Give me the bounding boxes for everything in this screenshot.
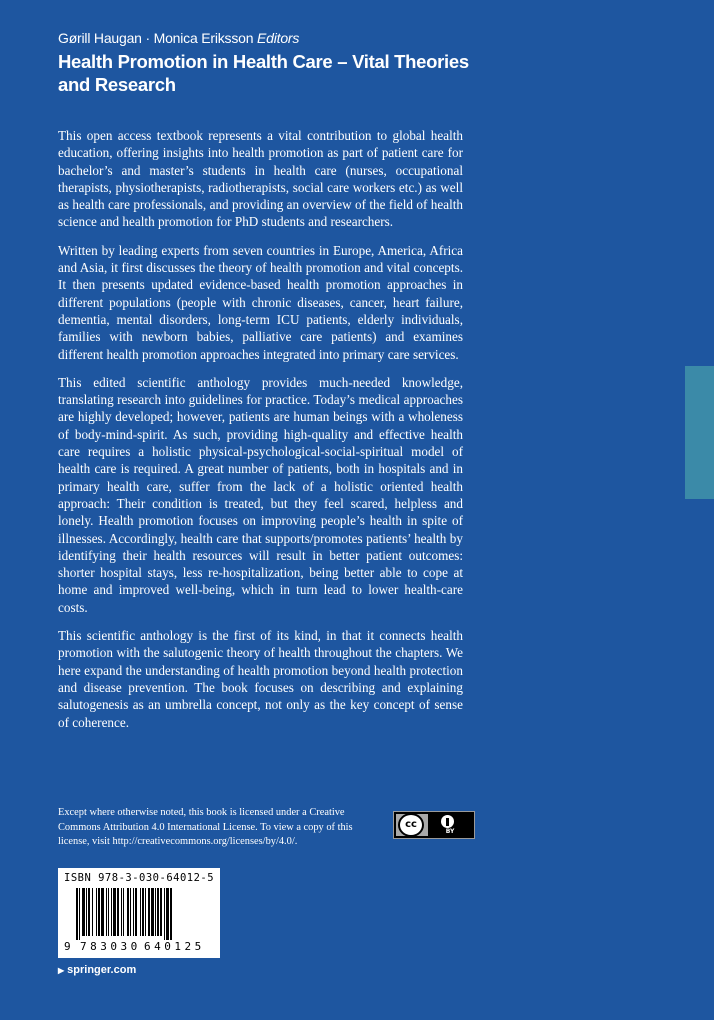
blurb [58, 127, 463, 742]
barcode-right-group: 640125 [144, 940, 205, 953]
blurb-paragraph-2: Written by leading experts from seven countries in Europe, America, Africa and Asia, it first discusses the theory of health promotion and vital concepts. It then presents updated evidence-based health promotion approaches in different populations (people with chronic diseases, cancer, heart failure, dementia, mental disorders, long-term ICU patients, elderly individuals, families with newborn babies, palliative care patients) and examines different health promotion approaches integrated into primary care services. [58, 242, 463, 362]
color-tab [685, 366, 714, 499]
barcode-bar [82, 888, 85, 936]
barcode-left-group: 783030 [80, 940, 141, 953]
barcode-bar [106, 888, 107, 936]
barcode-bar [155, 888, 156, 936]
barcode-first-digit: 9 [64, 940, 75, 953]
barcode-bar [130, 888, 131, 936]
barcode-bar [111, 888, 112, 936]
book-title: Health Promotion in Health Care – Vital Theories and Research [58, 51, 469, 95]
barcode-bar [113, 888, 116, 936]
barcode-bar [117, 888, 119, 936]
blurb-paragraph-4: This scientific anthology is the first of its kind, in that it connects health promotion with the salutogenic theory of health throughout the chapters. We here expand the understanding of health promotion beyond health protection and disease prevention. The book focuses on describing and explaining salutogenesis as an umbrella concept, not only as the key concept of sense of coherence. [58, 628, 463, 730]
isbn-label: ISBN 978-3-030-64012-5 [64, 872, 215, 884]
cc-icon: cc [398, 813, 424, 837]
barcode-bar [142, 888, 144, 936]
editors-line [58, 30, 299, 46]
license-notice: Except where otherwise noted, this book is licensed under a Creative Commons Attribution 4.0 International License. To view a copy of this license, visit http://creativecommons.org/licenses/by/4.0/. [58, 807, 353, 847]
barcode-bar [157, 888, 159, 936]
editors-role: Editors [257, 30, 300, 46]
triangle-right-icon: ▶ [58, 966, 65, 975]
isbn-barcode [58, 868, 220, 958]
cc-by-license-badge [393, 811, 475, 839]
barcode-bar [170, 888, 172, 940]
barcode-bar [92, 888, 93, 936]
barcode-bar [160, 888, 162, 936]
blurb-paragraph-3: This edited scientific anthology provides much-needed knowledge, translating research into guidelines for practice. Today’s medical approaches are highly developed; however, patients are human beings with a wholeness of body-mind-spirit. As such, providing high-quality and effective health care requires a holistic physical-psychological-social-spiritual model of health care is required. A great number of patients, both in hospitals and in primary health care, suffer from the lack of a holistic oriented health approach: Their condition is treated, but they feel scared, helpless and lonely. Health promotion focuses on improving people’s health in spite of illnesses. Accordingly, health care that supports/promotes patients’ health by identifying their health resources will result in better patient outcomes: shorter hospital stays, less re-hospitalization, being better able to cope at home and improved well-being, which in turn lead to lower health-care costs. [58, 374, 463, 615]
barcode-bar [101, 888, 104, 936]
publisher-link[interactable] [58, 964, 136, 976]
barcode-bar [133, 888, 134, 936]
editors-names: Gørill Haugan · Monica Eriksson [58, 30, 254, 46]
barcode-bar [76, 888, 78, 940]
barcode-bar [166, 888, 169, 940]
barcode-bar [148, 888, 150, 936]
blurb-paragraph-1: This open access textbook represents a vital contribution to global health education, offering insights into health promotion as part of patient care for bachelor’s and master’s students in health care (nurses, occupational therapists, physiotherapists, radiotherapists, social care workers etc.) as well as health care professionals, and providing an overview of the field of health science and health promotion for PhD students and researchers. [58, 128, 463, 230]
barcode-bar [121, 888, 122, 936]
barcode-bar [164, 888, 165, 940]
by-label: BY [445, 828, 455, 835]
barcode-bar [127, 888, 129, 936]
barcode-bar [79, 888, 80, 940]
barcode-bar [96, 888, 97, 936]
barcode-bars [76, 888, 204, 940]
barcode-bar [86, 888, 87, 936]
barcode-bar [140, 888, 141, 936]
barcode-bar [135, 888, 137, 936]
barcode-bar [145, 888, 146, 936]
publisher-url: springer.com [67, 964, 137, 976]
barcode-bar [98, 888, 100, 936]
barcode-bar [123, 888, 124, 936]
barcode-bar [151, 888, 154, 936]
barcode-bar [88, 888, 90, 936]
barcode-bar [108, 888, 109, 936]
attribution-person-icon [441, 815, 454, 828]
